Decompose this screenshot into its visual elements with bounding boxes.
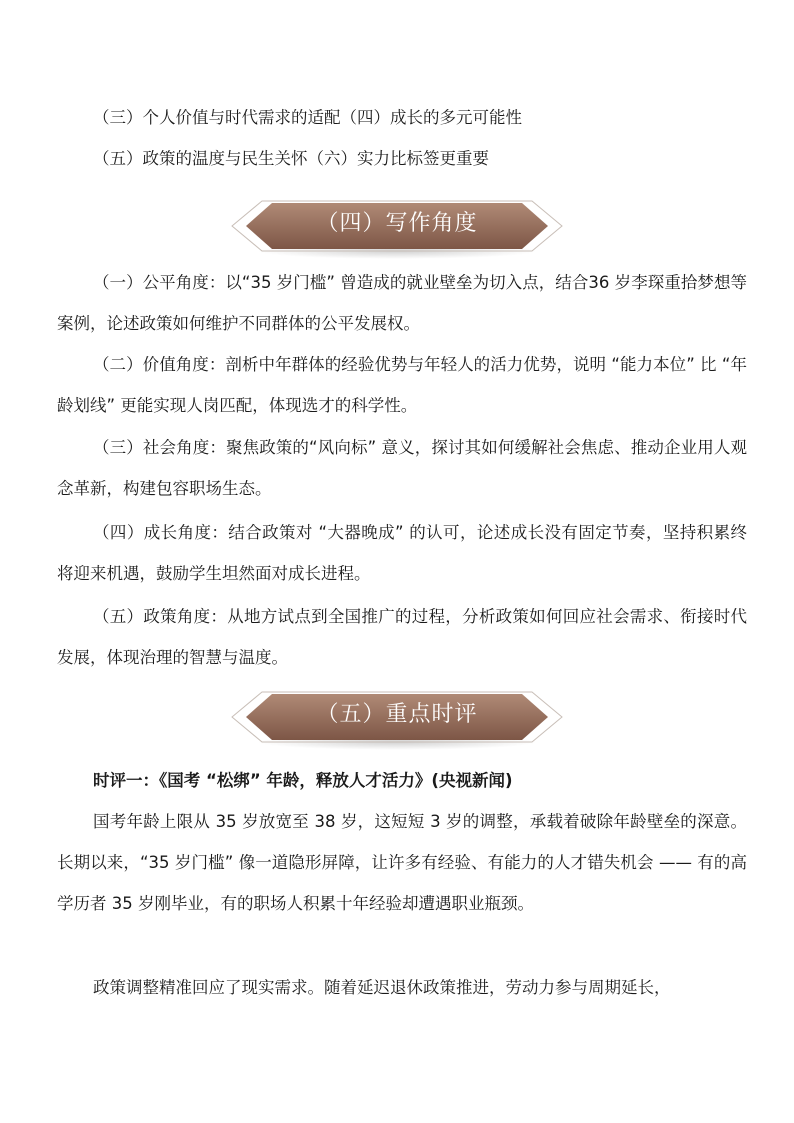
banner-title: （五）重点时评 xyxy=(316,702,478,727)
section-banner-writing xyxy=(0,197,794,257)
writing-angle-4: （四）成长角度：结合政策对 “大器晚成” 的认可，论述成长没有固定节奏，坚持积累终将迎来机遇，鼓励学生坦然面对成长进程。 xyxy=(57,523,747,583)
commentary-paragraph-2: 政策调整精准回应了现实需求。随着延迟退休政策推进，劳动力参与周期延长， xyxy=(93,978,671,997)
commentary-heading: 时评一：《国考 “松绑” 年龄，释放人才活力》(央视新闻) xyxy=(93,771,513,790)
section-banner-commentary xyxy=(0,688,794,748)
commentary-paragraph-1: 国考年龄上限从 35 岁放宽至 38 岁，这短短 3 岁的调整，承载着破除年龄壁垒的深意。长期以来，“35 岁门槛” 像一道隐形屏障，让许多有经验、有能力的人才错失机会 —— 有的高学历者 35 岁刚毕业，有的职场人积累十年经验却遭遇职业瓶颈。 xyxy=(57,812,747,913)
section-item-line-1: （三）个人价值与时代需求的适配（四）成长的多元可能性 xyxy=(93,108,522,127)
section-item-line-2: （五）政策的温度与民生关怀（六）实力比标签更重要 xyxy=(93,149,489,168)
writing-angle-2: （二）价值角度：剖析中年群体的经验优势与年轻人的活力优势，说明 “能力本位” 比 “年龄划线” 更能实现人岗匹配，体现选才的科学性。 xyxy=(57,355,747,415)
banner-title: （四）写作角度 xyxy=(316,211,478,236)
writing-angle-1: （一）公平角度：以“35 岁门槛” 曾造成的就业壁垒为切入点，结合36 岁李琛重拾梦想等案例，论述政策如何维护不同群体的公平发展权。 xyxy=(57,273,747,333)
writing-angle-3: （三）社会角度：聚焦政策的“风向标” 意义，探讨其如何缓解社会焦虑、推动企业用人观念革新，构建包容职场生态。 xyxy=(57,438,747,498)
writing-angle-5: （五）政策角度：从地方试点到全国推广的过程，分析政策如何回应社会需求、衔接时代发展，体现治理的智慧与温度。 xyxy=(57,607,747,667)
